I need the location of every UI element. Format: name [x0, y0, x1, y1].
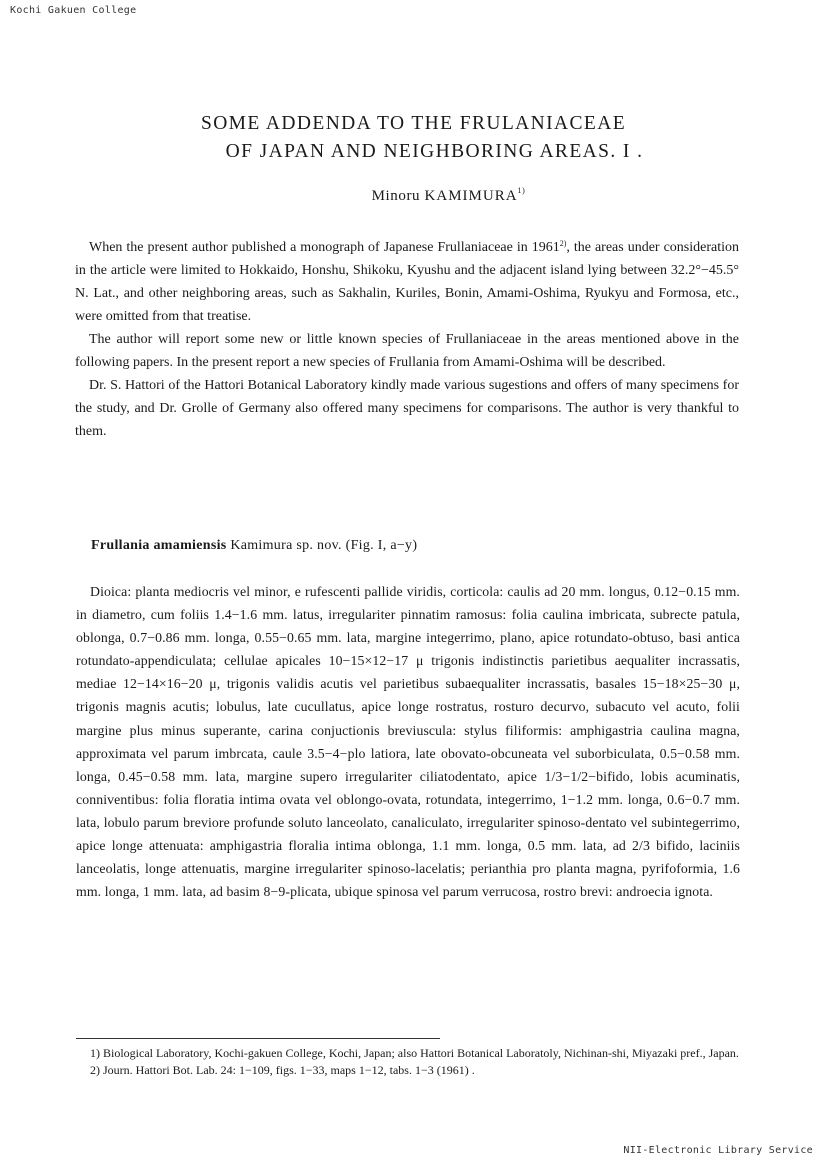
title-line-1: SOME ADDENDA TO THE FRULANIACEAE	[200, 113, 627, 134]
footnote-2: 2) Journ. Hattori Bot. Lab. 24: 1−109, figs. 1−33, maps 1−12, tabs. 1−3 (1961) .	[90, 1063, 475, 1077]
intro-paragraph-1	[75, 236, 739, 328]
species-authority: Kamimura sp. nov. (Fig. I, a−y)	[226, 538, 418, 553]
intro-p1-text-b: , the areas under consideration in the article were limited to Hokkaido, Honshu, Shikoku, Kyushu and the adjacent island lying between 32.2°−45.5° N. Lat., and other neighboring areas, such as Sakhalin, Kuriles, Bonin, Amami-Oshima, Ryukyu and Formosa, etc., were omitted from that treatise.	[75, 240, 739, 324]
footer-service: NII-Electronic Library Service	[623, 1145, 813, 1156]
author-family-name: KAMIMURA	[424, 188, 518, 204]
footnotes	[90, 1045, 750, 1079]
intro-paragraph-2: The author will report some new or little known species of Frullaniaceae in the areas mentioned above in the following papers. In the present report a new species of Frullania from Amami-Oshima will be described.	[75, 332, 739, 370]
article-title	[0, 110, 827, 166]
footnote-divider	[76, 1038, 440, 1039]
author-line	[0, 186, 827, 205]
description-paragraph: Dioica: planta mediocris vel minor, e rufescenti pallide viridis, corticola: caulis ad 20 mm. longus, 0.12−0.15 mm. in diametro, cum foliis 1.4−1.6 mm. latus, irregulariter pinnatim ramosus: folia caulina imbricata, subrecte patula, oblonga, 0.7−0.86 mm. longa, 0.55−0.65 mm. lata, margine integerrimo, plano, apice rotundato-obtuso, basi antica rotundato-appendiculata; cellulae apicales 10−15×12−17 μ trigonis indistinctis parietibus aequaliter incrassatis, mediae 12−14×16−20 μ, trigonis validis acutis vel parietibus subaequaliter incrassatis, basales 15−18×25−30 μ, trigonis magnis acutis; lobulus, late cucullatus, apice longe rostratus, rosturo decurvo, subacuto vel acuto, folii margine plus minus superante, carina conjuctionis breviuscula: stylus filiformis: amphigastria caulina magna, approximata vel parum imbrcata, caule 3.5−4−plo latiora, late obovato-obcuneata vel suborbiculata, 0.5−0.58 mm. longa, 0.45−0.58 mm. lata, margine supero irregulariter ciliatodentato, apice 1/3−1/2−bifido, lobis acuminatis, conniventibus: folia floratia intima ovata vel oblongo-ovata, rotundata, integerrimo, 1−1.2 mm. longa, 0.6−0.7 mm. lata, lobulo parum breviore profunde soluto lanceolato, canaliculato, irregulariter spinoso-dentato vel subintegerrimo, apice longe attenuata: amphigastria floralia intima oblonga, 1.1 mm. longa, 0.5 mm. lata, ad 2/3 bifido, laciniis lanceolatis, longe attenuatis, margine irregulariter spinoso-lacelatis; perianthia pro planta magna, pyrifoformia, 1.6 mm. longa, 1 mm. lata, ad basim 8−9-plicata, ubique spinosa vel parum verrucosa, rostro brevi: androecia ignota.	[76, 584, 740, 900]
header-institution: Kochi Gakuen College	[10, 5, 137, 16]
latin-description	[76, 580, 740, 903]
footnote-ref-2: 2)	[559, 239, 567, 248]
species-heading	[91, 538, 751, 554]
introduction	[75, 236, 739, 443]
footnote-1: 1) Biological Laboratory, Kochi-gakuen College, Kochi, Japan; also Hattori Botanical Laboratoly, Nichinan-shi, Miyazaki pref., Japan.	[90, 1046, 739, 1060]
author-given-name: Minoru	[371, 188, 421, 204]
title-line-2: OF JAPAN AND NEIGHBORING AREAS. I .	[225, 141, 644, 162]
species-name: Frullania amamiensis	[91, 538, 227, 553]
author-footnote-mark: 1)	[517, 186, 526, 195]
intro-paragraph-3: Dr. S. Hattori of the Hattori Botanical Laboratory kindly made various sugestions and offers of many specimens for the study, and Dr. Grolle of Germany also offered many specimens for comparisons. The author is very thankful to them.	[75, 378, 739, 439]
intro-p1-text-a: When the present author published a monograph of Japanese Frullaniaceae in 1961	[89, 240, 560, 255]
